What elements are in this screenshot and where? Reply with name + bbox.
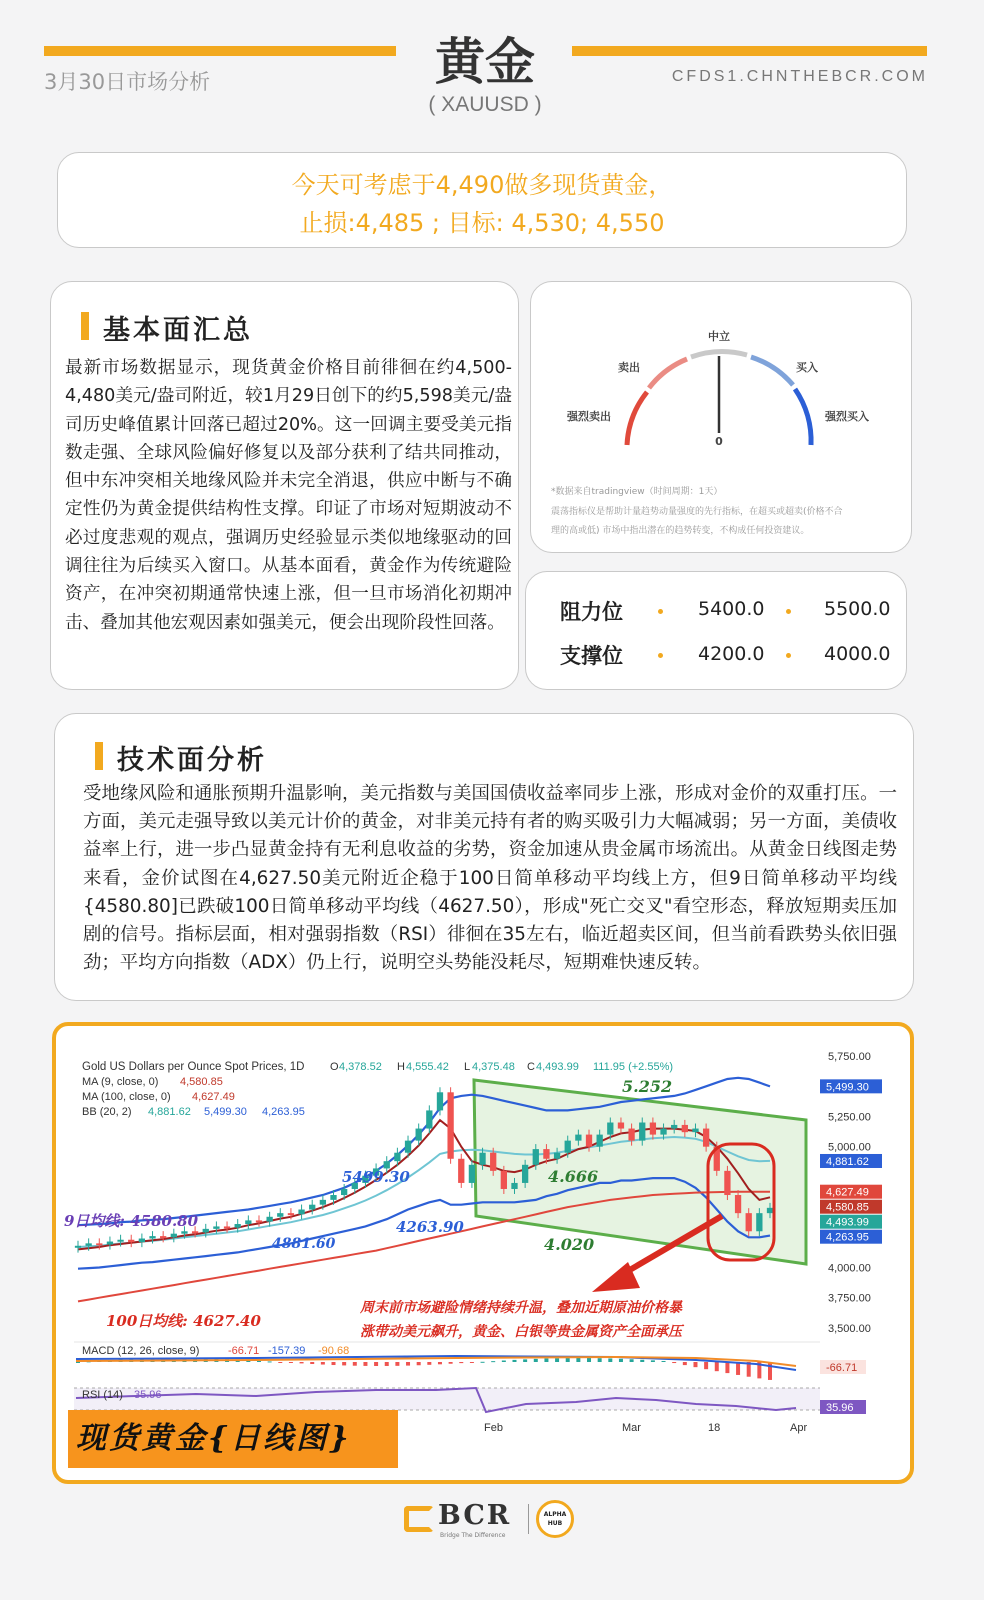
macd-histogram-bar (736, 1362, 740, 1375)
technical-title: 技术面分析 (95, 738, 267, 777)
macd-histogram-bar (715, 1362, 719, 1371)
annotation-ma9: 9日均线: 4580.80 (64, 1212, 199, 1230)
fundamentals-card (50, 281, 519, 690)
fundamentals-text: 最新市场数据显示，现货黄金价格目前徘徊在约4,500-4,480美元/盎司附近，较1月29日创下的约5,598美元/盎司历史峰值累计回落已超过20%。这一回调主要受美元指数走强、全球风险偏好修复以及部分获利了结共同推动，但中东冲突相关地缘风险并未完全消退，供应中断与不确定性仍为黄金提供结构性支撑。印证了市场对短期波动不必过度悲观的观点，强调历史经验显示类似地缘驱动的回调往往为后续买入窗口。从基本面看，黄金作为传统避险资产，在冲突初期通常快速上涨，但一旦市场消化初期冲击、叠加其他宏观因素如强美元，便会出现阶段性回落。 (65, 358, 512, 633)
recommendation-card (57, 152, 907, 248)
gauge-arc-strong-sell (627, 392, 647, 445)
macd-value-1: -66.71 (228, 1345, 260, 1357)
macd-histogram-bar (363, 1362, 367, 1366)
candle (288, 1213, 294, 1215)
gauge-label-sell: 卖出 (618, 361, 640, 374)
candle (618, 1123, 624, 1129)
ohlc-change: 111.95 (+2.55%) (593, 1061, 674, 1073)
macd-histogram-bar (427, 1362, 431, 1365)
gauge-card (530, 281, 912, 553)
candle (586, 1135, 592, 1147)
macd-histogram-bar (321, 1362, 325, 1365)
y-tick-label: 3,500.00 (828, 1322, 871, 1335)
indicator-bb-lower-value: 4,263.95 (262, 1106, 305, 1118)
candle (330, 1195, 336, 1200)
candle (149, 1236, 155, 1238)
macd-histogram-bar (417, 1362, 421, 1365)
annotation-comment-1: 周末前市场避险情绪持续升温，叠加近期原油价格暴 (360, 1300, 682, 1316)
candle (660, 1129, 666, 1135)
chart-badge: 现货黄金{日线图} (68, 1410, 398, 1468)
macd-histogram-bar (555, 1358, 559, 1362)
macd-value-3: -90.68 (318, 1345, 350, 1357)
macd-histogram-bar (523, 1359, 527, 1362)
candle (75, 1246, 81, 1248)
macd-histogram-bar (651, 1360, 655, 1362)
annotation-peak: 5.252 (622, 1077, 673, 1096)
candle (511, 1183, 517, 1189)
candle (650, 1123, 656, 1135)
gauge-arc-buy (751, 357, 793, 385)
date-label: 3月30日市场分析 (44, 70, 211, 94)
candle (426, 1110, 432, 1128)
candle (86, 1243, 92, 1245)
candle (235, 1224, 241, 1228)
candle (767, 1208, 773, 1213)
ohlc-high: 4,555.42 (406, 1061, 449, 1073)
y-value-tag-text: 4,627.49 (826, 1186, 869, 1199)
macd-tag-text: -66.71 (826, 1362, 858, 1374)
rsi-label: RSI (14) (82, 1389, 123, 1401)
macd-histogram-bar (310, 1362, 314, 1364)
macd-histogram-bar (481, 1362, 485, 1363)
y-value-tag-text: 4,263.95 (826, 1231, 869, 1244)
levels-card (525, 571, 907, 690)
resistance-dot-2 (786, 609, 791, 614)
candle (575, 1135, 581, 1141)
macd-histogram-bar (725, 1362, 729, 1373)
macd-histogram-bar (619, 1359, 623, 1362)
chart-header: Gold US Dollars per Ounce Spot Prices, 1D (82, 1061, 305, 1073)
ohlc-open-label: O (330, 1061, 339, 1073)
candle (522, 1165, 528, 1183)
alpha-hub-line-1: ALPHA (543, 1511, 567, 1518)
candle (416, 1129, 422, 1141)
macd-histogram-bar (672, 1362, 676, 1363)
support-label: 支撑位 (560, 644, 623, 668)
candle (192, 1231, 198, 1233)
gauge-label-buy: 买入 (796, 361, 818, 374)
candle (607, 1123, 613, 1135)
x-label-apr: Apr (790, 1422, 808, 1434)
annotation-ma100: 100日均线: 4627.40 (106, 1312, 261, 1330)
macd-histogram-bar (470, 1362, 474, 1363)
support-1: 4200.0 (698, 643, 765, 665)
candle (501, 1171, 507, 1189)
y-value-tag-text: 4,493.99 (826, 1216, 869, 1229)
y-tick-label: 5,000.00 (828, 1141, 871, 1154)
candle (277, 1213, 283, 1217)
recommendation-line-2: 止损:4,485 ; 目标: 4,530; 4,550 (299, 209, 665, 237)
footer-divider (528, 1504, 529, 1534)
gauge-label-neutral: 中立 (708, 330, 730, 343)
candle (437, 1092, 443, 1110)
support-2: 4000.0 (824, 643, 891, 665)
macd-histogram-bar (662, 1361, 666, 1362)
y-tick-label: 5,250.00 (828, 1111, 871, 1124)
candle (469, 1165, 475, 1183)
candle (203, 1229, 209, 1233)
macd-histogram-bar (544, 1359, 548, 1362)
candle (554, 1153, 560, 1159)
ohlc-close-label: C (527, 1061, 535, 1073)
macd-histogram-bar (268, 1361, 272, 1362)
symbol-label: ( XAUUSD ) (428, 93, 542, 116)
y-tick-label: 4,000.00 (828, 1262, 871, 1275)
candle (405, 1141, 411, 1153)
alpha-hub-badge (536, 1500, 574, 1538)
site-label: CFDS1.CHNTHEBCR.COM (671, 68, 928, 85)
y-value-tag-text: 4,881.62 (826, 1155, 869, 1168)
candle (341, 1189, 347, 1195)
indicator-bb-middle-value: 4,881.62 (148, 1106, 191, 1118)
page-title: 黄金 (435, 33, 535, 91)
y-tick-label: 3,750.00 (828, 1292, 871, 1305)
header-bar-left (44, 46, 396, 56)
macd-histogram-bar (438, 1362, 442, 1364)
resistance-1: 5400.0 (698, 598, 765, 620)
gauge-arc-sell (649, 359, 687, 388)
candle (171, 1234, 177, 1238)
macd-histogram-bar (449, 1362, 453, 1364)
x-label-18: 18 (708, 1422, 721, 1434)
header-bar-right (572, 46, 927, 56)
sentiment-gauge (531, 282, 913, 467)
bcr-brand: BCR (438, 1500, 512, 1531)
candle (245, 1220, 251, 1224)
candle (682, 1125, 688, 1132)
macd-histogram-bar (374, 1362, 378, 1366)
candle (266, 1217, 272, 1222)
macd-histogram-bar (587, 1358, 591, 1362)
candle (96, 1243, 102, 1245)
candle (320, 1200, 326, 1205)
candle (490, 1153, 496, 1171)
macd-histogram-bar (406, 1362, 410, 1366)
candle (458, 1159, 464, 1183)
candle (224, 1226, 230, 1228)
y-value-tag-text: 4,580.85 (826, 1201, 869, 1214)
ohlc-low-label: L (464, 1061, 471, 1073)
annotation-low: 4.020 (544, 1235, 595, 1254)
gauge-needle-value: 0 (715, 435, 723, 448)
candle (479, 1153, 485, 1165)
alpha-hub-line-2: HUB (547, 1520, 563, 1527)
technical-card (54, 713, 914, 1001)
ohlc-high-label: H (397, 1061, 405, 1073)
indicator-ma9-label: MA (9, close, 0) (82, 1076, 159, 1088)
candle (107, 1242, 113, 1245)
candle (160, 1236, 166, 1238)
macd-label: MACD (12, 26, close, 9) (82, 1345, 200, 1357)
indicator-ma100-label: MA (100, close, 0) (82, 1091, 171, 1103)
rsi-inline-value: 35.96 (134, 1389, 162, 1401)
candle (746, 1213, 752, 1231)
candle (692, 1129, 698, 1133)
annotation-comment-2: 涨带动美元飙升，黄金、白银等贵金属资产全面承压 (360, 1324, 682, 1340)
macd-histogram-bar (491, 1361, 495, 1362)
technical-text: 受地缘风险和通胀预期升温影响，美元指数与美国国债收益率同步上涨，形成对金价的双重打压。一方面，美元走强导致以美元计价的黄金，对非美元持有者的购买吸引力大幅减弱；另一方面，美债收益率上行，进一步凸显黄金持有无利息收益的劣势，资金加速从贵金属市场流出。从黄金日线图走势来看，金价试图在4,627.50美元附近企稳于100日简单移动平均线上方，但9日简单移动平均线{4580.80]已跌破100日简单移动平均线（4627.50），形成"死亡交叉"看空形态，释放短期卖压加剧的信号。指标层面，相对强弱指数（RSI）徘徊在35左右，临近超卖区间，但当前看跌势头依旧强劲；平均方向指数（ADX）仍上行，说明空头势能没耗尽，短期难快速反转。 (83, 783, 897, 974)
macd-histogram-bar (683, 1362, 687, 1365)
candle (703, 1129, 709, 1147)
x-label-feb: Feb (484, 1422, 503, 1434)
candle (139, 1239, 145, 1243)
macd-histogram-bar (459, 1362, 463, 1363)
macd-histogram-bar (300, 1362, 304, 1363)
y-value-tag-text: 5,499.30 (826, 1081, 869, 1094)
bcr-tagline: Bridge The Difference (440, 1532, 506, 1539)
candle (639, 1123, 645, 1141)
support-dot-2 (786, 653, 791, 658)
indicator-bb-upper-value: 5,499.30 (204, 1106, 247, 1118)
candle (298, 1210, 304, 1215)
gauge-arc-strong-buy (795, 389, 811, 445)
candle (628, 1129, 634, 1141)
gauge-note-2: 震荡指标仪是帮助计量趋势动量强度的先行指标，在超买或超卖(价格不合 (551, 507, 843, 517)
macd-histogram-bar (566, 1358, 570, 1362)
y-tick-label: 5,750.00 (828, 1051, 871, 1064)
macd-histogram-bar (342, 1362, 346, 1365)
gauge-label-strong-buy: 强烈买入 (825, 410, 869, 423)
candle (724, 1171, 730, 1195)
macd-histogram-bar (693, 1362, 697, 1367)
macd-histogram-bar (395, 1362, 399, 1366)
macd-histogram-bar (598, 1358, 602, 1362)
resistance-dot-1 (658, 609, 663, 614)
candle (756, 1213, 762, 1231)
candle (671, 1125, 677, 1129)
macd-value-2: -157.39 (268, 1345, 306, 1357)
candle (597, 1135, 603, 1147)
macd-histogram-bar (640, 1360, 644, 1362)
candle (117, 1240, 123, 1242)
bcr-logo-icon (404, 1506, 434, 1532)
annotation-bb-lower: 4263.90 (396, 1218, 464, 1236)
footer-logo (404, 1498, 584, 1542)
annotation-bb-upper: 5499.30 (342, 1168, 410, 1186)
ohlc-close: 4,493.99 (536, 1061, 579, 1073)
macd-histogram-bar (385, 1362, 389, 1366)
resistance-label: 阻力位 (560, 600, 623, 624)
macd-histogram-bar (534, 1359, 538, 1362)
ohlc-low: 4,375.48 (472, 1061, 515, 1073)
macd-histogram-bar (630, 1359, 634, 1362)
x-label-mar: Mar (622, 1422, 641, 1434)
macd-histogram-bar (332, 1362, 336, 1365)
macd-histogram-bar (608, 1358, 612, 1362)
candle (735, 1195, 741, 1213)
gauge-note-3: 理的高或低) 市场中指出潜在的趋势转变，不构成任何投资建议。 (551, 526, 810, 536)
annotation-bb-mid: 4881.60 (272, 1236, 336, 1252)
macd-histogram-bar (768, 1362, 772, 1380)
macd-histogram-bar (576, 1358, 580, 1362)
gauge-label-strong-sell: 强烈卖出 (567, 410, 611, 423)
indicator-ma9-value: 4,580.85 (180, 1076, 223, 1088)
macd-histogram-bar (502, 1361, 506, 1362)
candle (533, 1149, 539, 1165)
macd-histogram-bar (512, 1360, 516, 1362)
recommendation-line-1: 今天可考虑于4,490做多现货黄金， (291, 171, 673, 199)
candle (543, 1149, 549, 1159)
rsi-tag-text: 35.96 (826, 1402, 854, 1414)
macd-histogram-bar (278, 1362, 282, 1363)
macd-histogram-bar (76, 1362, 80, 1363)
fundamentals-title: 基本面汇总 (81, 308, 253, 347)
chart-frame (52, 1022, 914, 1484)
candle (309, 1205, 315, 1210)
rsi-band (74, 1388, 820, 1410)
candle (256, 1220, 262, 1222)
indicator-ma100-value: 4,627.49 (192, 1091, 235, 1103)
candle (394, 1153, 400, 1161)
resistance-2: 5500.0 (824, 598, 891, 620)
candle (213, 1226, 219, 1228)
gauge-note-1: *数据来自tradingview（时间周期：1天） (551, 487, 723, 497)
annotation-mid: 4.666 (548, 1167, 599, 1186)
macd-histogram-bar (289, 1362, 293, 1363)
macd-histogram-bar (353, 1362, 357, 1366)
macd-histogram-bar (704, 1362, 708, 1369)
candle (565, 1141, 571, 1153)
ohlc-open: 4,378.52 (339, 1061, 382, 1073)
candle (128, 1240, 134, 1242)
indicator-bb-label: BB (20, 2) (82, 1106, 132, 1118)
candle (181, 1231, 187, 1233)
support-dot-1 (658, 653, 663, 658)
candle (447, 1092, 453, 1158)
